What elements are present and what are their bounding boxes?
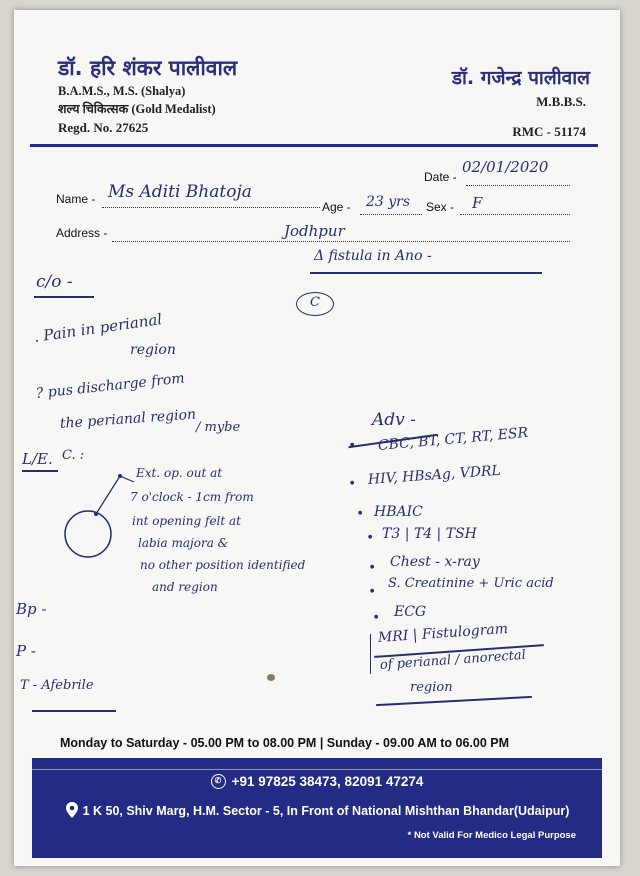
- exam-mark-c: C. :: [62, 448, 85, 463]
- mri-bracket: [370, 634, 375, 674]
- exam-line-1: Ext. op. out at: [136, 466, 223, 480]
- advice-item-5: Chest - x-ray: [390, 554, 480, 570]
- left-doctor-regd: Regd. No. 27625: [58, 120, 149, 135]
- address-line: [112, 241, 570, 242]
- anal-canal-circle: [65, 511, 111, 557]
- name-value: Ms Aditi Bhatoja: [108, 182, 252, 202]
- complaint-1b: region: [130, 342, 176, 358]
- advice-item-1: CBC, BT, CT, RT, ESR: [377, 424, 529, 454]
- age-value: 23 yrs: [366, 194, 411, 210]
- circled-mark-text: C: [310, 295, 320, 310]
- clinic-timings: [60, 736, 509, 750]
- left-doctor-name: डॉ. हरि शंकर पालीवाल: [58, 56, 238, 80]
- date-value: 02/01/2020: [462, 158, 549, 176]
- footer-phone-text: +91 97825 38473, 82091 47274: [231, 774, 424, 789]
- location-pin-icon: [65, 801, 79, 819]
- advice-bullet-7: ●: [374, 614, 379, 620]
- age-label: Age -: [322, 200, 351, 214]
- diagnosis-underline: [310, 272, 542, 274]
- left-doctor-specialty: शल्य चिकित्सक (Gold Medalist): [58, 102, 216, 116]
- name-line: [102, 207, 320, 208]
- whatsapp-icon: ✆: [211, 774, 226, 789]
- stain-mark: [267, 674, 275, 681]
- footer-top-rule: [32, 769, 602, 770]
- advice-item-7: ECG: [394, 604, 427, 620]
- right-doctor-name: डॉ. गजेन्द्र पालीवाल: [451, 67, 590, 89]
- age-line: [360, 214, 422, 215]
- date-label: Date -: [424, 170, 457, 184]
- advice-item-2: HIV, HBsAg, VDRL: [367, 462, 502, 488]
- circled-mark: [296, 292, 334, 316]
- name-label: Name -: [56, 192, 96, 206]
- timings-weekday: Monday to Saturday - 05.00 PM to 08.00 PM: [60, 736, 317, 750]
- timings-sunday: | Sunday - 09.00 AM to 06.00 PM: [319, 736, 510, 750]
- exam-line-3: int opening felt at: [132, 514, 241, 528]
- temperature-label: T - Afebrile: [20, 678, 94, 693]
- pulse-label: P -: [16, 642, 36, 660]
- pointer-line: [120, 476, 134, 482]
- mri-line-3: region: [410, 680, 453, 695]
- mri-line-2: of perianal / anorectal: [379, 647, 527, 673]
- address-label: Address -: [56, 226, 108, 240]
- mri-line-1: MRI | Fistulogram: [377, 620, 509, 646]
- diagnosis: Δ fistula in Ano -: [314, 248, 432, 264]
- advice-bullet-2: ●: [350, 480, 355, 486]
- prescription-sheet: [14, 10, 620, 866]
- exam-line-4: labia majora &: [138, 536, 229, 550]
- footer-legal-note: * Not Valid For Medico Legal Purpose: [407, 830, 576, 841]
- address-value: Jodhpur: [284, 222, 345, 240]
- complaints-underline: [34, 296, 94, 298]
- complaint-1: . Pain in perianal: [32, 310, 164, 346]
- le-heading: L/E.: [22, 450, 53, 468]
- exam-line-2: 7 o'clock - 1cm from: [130, 490, 254, 504]
- complaint-2c: / mybe: [196, 420, 241, 435]
- footer-phone: [32, 774, 602, 789]
- left-doctor-degrees: B.A.M.S., M.S. (Shalya): [58, 84, 186, 98]
- sex-line: [460, 214, 570, 215]
- advice-item-4: T3 | T4 | TSH: [382, 526, 477, 542]
- fistula-tract-line: [96, 476, 120, 514]
- header-divider: [30, 144, 598, 147]
- exam-line-5: no other position identified: [140, 558, 306, 572]
- temperature-underline: [32, 710, 116, 712]
- exam-line-6: and region: [152, 580, 218, 594]
- advice-heading: Adv -: [372, 410, 416, 430]
- advice-bullet-1: ●: [350, 442, 355, 448]
- footer-address-text: 1 K 50, Shiv Marg, H.M. Sector - 5, In Front of National Mishthan Bhandar(Udaipur): [82, 804, 570, 818]
- right-doctor-rmc: RMC - 51174: [512, 124, 586, 139]
- advice-bullet-5: ●: [370, 564, 375, 570]
- complaint-2b: the perianal region: [59, 406, 197, 432]
- sex-label: Sex -: [426, 200, 455, 214]
- complaints-heading: c/o -: [36, 272, 73, 292]
- advice-item-3: HBAIC: [374, 504, 423, 520]
- advice-item-6: S. Creatinine + Uric acid: [388, 576, 554, 591]
- le-underline: [22, 470, 58, 472]
- advice-bullet-3: ●: [358, 510, 363, 516]
- complaint-2: ? pus discharge from: [35, 370, 186, 402]
- footer-address: [32, 801, 602, 819]
- right-doctor-degree: M.B.B.S.: [536, 94, 586, 109]
- date-line: [466, 185, 570, 186]
- anal-exam-diagram: [54, 456, 144, 566]
- bp-label: Bp -: [16, 600, 47, 618]
- mri-bottom-underline: [376, 696, 532, 706]
- advice-bullet-6: ●: [370, 588, 375, 594]
- advice-bullet-4: ●: [368, 534, 373, 540]
- footer-band: [32, 758, 602, 858]
- sex-value: F: [472, 194, 483, 212]
